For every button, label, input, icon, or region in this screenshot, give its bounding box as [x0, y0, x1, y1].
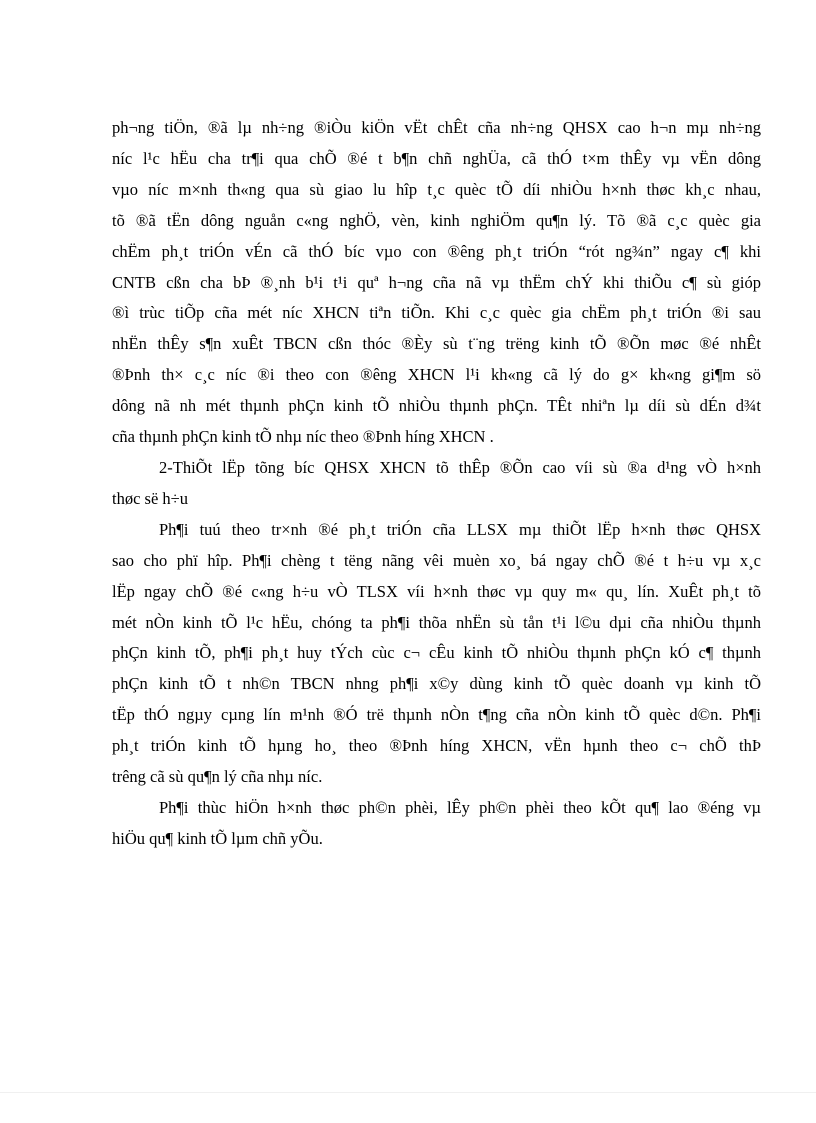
- text-line: ph¸t triÓn kinh tÕ hµng ho¸ theo ®Þnh híng XHCN, vËn hµnh theo c¬ chÕ thÞ: [112, 736, 761, 756]
- text-line: Ph¶i thùc hiÖn h×nh thøc ph©n phèi, lÊy ph©n phèi theo kÕt qu¶ lao ®éng vµ: [159, 797, 761, 817]
- text-line: sao cho phï hîp. Ph¶i chèng t tëng nãng vêi muèn xo¸ bá ngay chÕ ®é t h÷u vµ x¸c: [112, 550, 761, 570]
- text-line: chËm ph¸t triÓn vÉn cã thÓ bíc vµo con ®êng ph¸t triÓn “rót ng¾n” ngay c¶ khi: [112, 241, 761, 261]
- text-line: Ph¶i tuú theo tr×nh ®é ph¸t triÓn cña LLSX mµ thiÕt lËp h×nh thøc QHSX: [159, 519, 761, 539]
- text-line: níc l¹c hËu cha tr¶i qua chÕ ®é t b¶n chñ nghÜa, cã thÓ t×m thÊy vµ vËn dông: [112, 148, 761, 168]
- paragraph-3: [112, 515, 761, 793]
- text-line: trêng cã sù qu¶n lý cña nhµ níc.: [112, 767, 323, 787]
- text-line: thøc së h÷u: [112, 488, 188, 508]
- text-line: tõ ®ã tËn dông nguån c«ng nghÖ, vèn, kinh nghiÖm qu¶n lý. Tõ ®ã c¸c quèc gia: [112, 210, 761, 230]
- text-line: nhËn thÊy s¶n xuÊt TBCN cßn thóc ®Èy sù t¨ng trëng kinh tÕ ®Õn møc ®é nhÊt: [112, 334, 761, 354]
- text-line: 2-ThiÕt lËp tõng bíc QHSX XHCN tõ thÊp ®Õn cao víi sù ®a d¹ng vÒ h×nh: [159, 457, 761, 477]
- text-line: dông nã nh mét thµnh phÇn kinh tÕ nhiÒu thµnh phÇn. TÊt nhiªn lµ díi sù dÉn d¾t: [112, 396, 761, 416]
- text-line: vµo níc m×nh th«ng qua sù giao lu hîp t¸c quèc tÕ díi nhiÒu h×nh thøc kh¸c nhau,: [112, 179, 761, 199]
- text-line: CNTB cßn cha bÞ ®¸nh b¹i t¹i quª h¬ng cña nã vµ thËm chÝ khi thiÕu c¶ sù gióp: [112, 272, 761, 292]
- text-line: mét nÒn kinh tÕ l¹c hËu, chóng ta ph¶i thõa nhËn sù tån t¹i l©u dµi cña nhiÒu thµnh: [112, 612, 761, 632]
- text-line: ®ì trùc tiÕp cña mét níc XHCN tiªn tiÕn. Khi c¸c quèc gia chËm ph¸t triÓn ®i sau: [112, 303, 761, 323]
- text-line: lËp ngay chÕ ®é c«ng h÷u vÒ TLSX víi h×nh thøc vµ quy m« qu¸ lín. XuÊt ph¸t tõ: [112, 581, 761, 601]
- text-line: phÇn kinh tÕ t nh©n TBCN nhng ph¶i x©y dùng kinh tÕ quèc doanh vµ kinh tÕ: [112, 674, 761, 694]
- text-line: ph¬ng tiÖn, ®ã lµ nh÷ng ®iÒu kiÖn vËt chÊt cña nh÷ng QHSX cao h¬n mµ nh÷ng: [112, 118, 761, 137]
- text-line: phÇn kinh tÕ, ph¶i ph¸t huy tÝch cùc c¬ cÊu kinh tÕ nhiÒu thµnh phÇn kÓ c¶ thµnh: [112, 643, 761, 663]
- paragraph-4: [112, 793, 761, 855]
- text-line: ®Þnh th× c¸c níc ®i theo con ®êng XHCN l¹i kh«ng cã lý do g× kh«ng gi¶m sö: [112, 365, 761, 385]
- page-bottom-edge: [0, 1092, 816, 1093]
- paragraph-1: [112, 113, 761, 453]
- text-line: hiÖu qu¶ kinh tÕ lµm chñ yÕu.: [112, 828, 323, 848]
- text-line: tËp thÓ ngµy cµng lín m¹nh ®Ó trë thµnh nÒn t¶ng cña nÒn kinh tÕ quèc d©n. Ph¶i: [112, 705, 761, 725]
- text-line: cña thµnh phÇn kinh tÕ nhµ níc theo ®Þnh híng XHCN .: [112, 427, 494, 447]
- paragraph-2-heading: [112, 453, 761, 515]
